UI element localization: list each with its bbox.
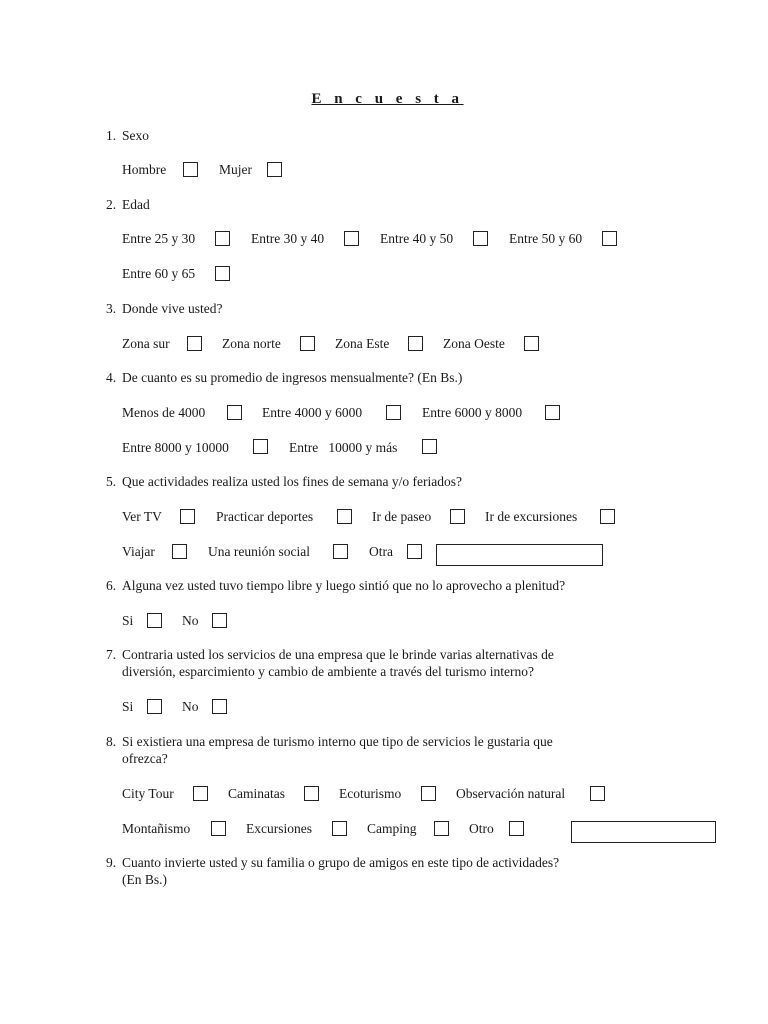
question-text-line-2: ofrezca?: [122, 751, 168, 766]
option-label: Una reunión social: [208, 544, 310, 559]
checkbox-edad-60-65[interactable]: [215, 266, 230, 281]
option-label: Mujer: [219, 162, 252, 177]
checkbox-ingreso-6000-8000[interactable]: [545, 405, 560, 420]
checkbox-city-tour[interactable]: [193, 786, 208, 801]
question-7: [106, 646, 554, 680]
question-number: 7.: [106, 647, 117, 662]
checkbox-zona-este[interactable]: [408, 336, 423, 351]
option-label: Zona Este: [335, 336, 390, 351]
checkbox-zona-norte[interactable]: [300, 336, 315, 351]
option-label: Ecoturismo: [339, 786, 402, 801]
checkbox-zona-sur[interactable]: [187, 336, 202, 351]
checkbox-ingreso-menos-4000[interactable]: [227, 405, 242, 420]
checkbox-edad-40-50[interactable]: [473, 231, 488, 246]
question-9: [106, 854, 559, 888]
checkbox-no[interactable]: [212, 699, 227, 714]
option-label: Otro: [469, 821, 494, 836]
checkbox-caminatas[interactable]: [304, 786, 319, 801]
checkbox-si[interactable]: [147, 613, 162, 628]
checkbox-ir-de-excursiones[interactable]: [600, 509, 615, 524]
question-3: [106, 300, 222, 317]
checkbox-ecoturismo[interactable]: [421, 786, 436, 801]
question-text-line-1: Cuanto invierte usted y su familia o grupo de amigos en este tipo de actividades?: [122, 855, 560, 870]
question-4: [106, 369, 462, 386]
question-text-line-1: Si existiera una empresa de turismo interno que tipo de servicios le gustaria que: [122, 734, 553, 749]
checkbox-camping[interactable]: [434, 821, 449, 836]
option-label: Entre 30 y 40: [251, 231, 325, 246]
checkbox-otro[interactable]: [509, 821, 524, 836]
checkbox-mujer[interactable]: [267, 162, 282, 177]
option-label: Zona Oeste: [443, 336, 505, 351]
question-number: 8.: [106, 734, 117, 749]
option-label: No: [182, 699, 199, 714]
question-number: 6.: [106, 578, 117, 593]
option-label: Entre 50 y 60: [509, 231, 583, 246]
option-label: Practicar deportes: [216, 509, 314, 524]
question-number: 4.: [106, 370, 117, 385]
question-number: 5.: [106, 474, 117, 489]
checkbox-reunion-social[interactable]: [333, 544, 348, 559]
checkbox-observacion-natural[interactable]: [590, 786, 605, 801]
question-text: Sexo: [122, 128, 149, 143]
option-label: Entre 8000 y 10000: [122, 440, 229, 455]
option-label: Entre 60 y 65: [122, 266, 196, 281]
option-label: Entre 25 y 30: [122, 231, 196, 246]
option-label: Caminatas: [228, 786, 285, 801]
option-label: No: [182, 613, 199, 628]
option-label: Entre 4000 y 6000: [262, 405, 363, 420]
checkbox-ingreso-8000-10000[interactable]: [253, 439, 268, 454]
question-text: Donde vive usted?: [122, 301, 223, 316]
question-number: 1.: [106, 128, 117, 143]
checkbox-zona-oeste[interactable]: [524, 336, 539, 351]
option-label: Hombre: [122, 162, 167, 177]
option-label: Otra: [369, 544, 393, 559]
option-label: Zona sur: [122, 336, 170, 351]
option-label: City Tour: [122, 786, 174, 801]
checkbox-ver-tv[interactable]: [180, 509, 195, 524]
question-text: Alguna vez usted tuvo tiempo libre y luego sintió que no lo aprovecho a plenitud?: [122, 578, 566, 593]
checkbox-viajar[interactable]: [172, 544, 187, 559]
checkbox-excursiones[interactable]: [332, 821, 347, 836]
option-label: Ir de paseo: [372, 509, 432, 524]
question-5: [106, 473, 462, 490]
question-number: 2.: [106, 197, 117, 212]
option-label: Entre 6000 y 8000: [422, 405, 523, 420]
option-label: Si: [122, 613, 134, 628]
survey-title: E n c u e s t a: [311, 91, 464, 107]
option-label: Ir de excursiones: [485, 509, 578, 524]
checkbox-montanismo[interactable]: [211, 821, 226, 836]
checkbox-si[interactable]: [147, 699, 162, 714]
otro-servicio-field[interactable]: [571, 821, 716, 843]
option-label: Excursiones: [246, 821, 312, 836]
question-2: [106, 196, 150, 213]
option-label: Viajar: [122, 544, 155, 559]
checkbox-hombre[interactable]: [183, 162, 198, 177]
checkbox-ir-de-paseo[interactable]: [450, 509, 465, 524]
question-text-line-2: (En Bs.): [122, 872, 167, 887]
option-label: Zona norte: [222, 336, 281, 351]
question-1: [106, 127, 149, 144]
question-8: [106, 733, 553, 767]
option-label: Menos de 4000: [122, 405, 206, 420]
option-label: Ver TV: [122, 509, 162, 524]
checkbox-edad-25-30[interactable]: [215, 231, 230, 246]
question-text-line-1: Contraria usted los servicios de una empresa que le brinde varias alternativas de: [122, 647, 554, 662]
question-text: De cuanto es su promedio de ingresos mensualmente? (En Bs.): [122, 370, 463, 385]
question-number: 9.: [106, 855, 117, 870]
checkbox-no[interactable]: [212, 613, 227, 628]
option-label: Observación natural: [456, 786, 566, 801]
option-label: Entre 10000 y más: [289, 440, 398, 455]
option-label: Si: [122, 699, 134, 714]
question-text: Edad: [122, 197, 150, 212]
checkbox-ingreso-mas-10000[interactable]: [422, 439, 437, 454]
option-label: Montañismo: [122, 821, 191, 836]
question-text-line-2: diversión, esparcimiento y cambio de ambiente a través del turismo interno?: [122, 664, 534, 679]
otra-actividad-field[interactable]: [436, 544, 603, 566]
option-label: Camping: [367, 821, 417, 836]
option-label: Entre 40 y 50: [380, 231, 454, 246]
checkbox-edad-30-40[interactable]: [344, 231, 359, 246]
checkbox-ingreso-4000-6000[interactable]: [386, 405, 401, 420]
question-text: Que actividades realiza usted los fines de semana y/o feriados?: [122, 474, 462, 489]
checkbox-otra[interactable]: [407, 544, 422, 559]
checkbox-practicar-deportes[interactable]: [337, 509, 352, 524]
question-number: 3.: [106, 301, 117, 316]
checkbox-edad-50-60[interactable]: [602, 231, 617, 246]
question-6: [106, 577, 565, 594]
